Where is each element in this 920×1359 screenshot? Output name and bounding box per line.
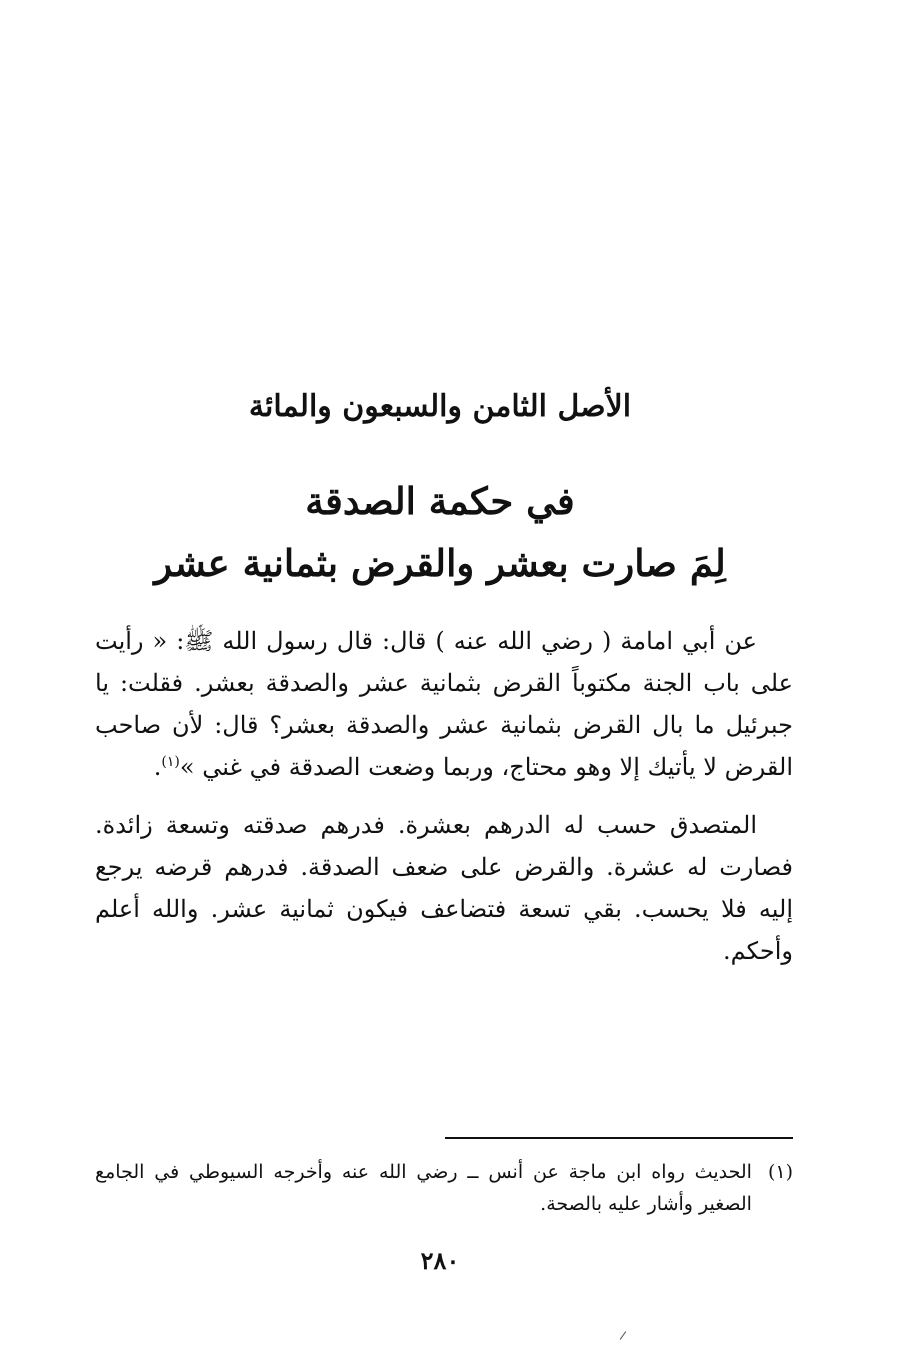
page-number: ٢٨٠ <box>420 1246 460 1275</box>
title-line-2: لِمَ صارت بعشر والقرض بثمانية عشر <box>154 541 726 585</box>
scan-mark <box>620 1331 627 1340</box>
title-line-1: في حكمة الصدقة <box>305 479 575 523</box>
hadith-end: . <box>153 753 162 781</box>
hadith-text: عن أبي امامة ( رضي الله عنه ) قال: قال رسول الله ﷺ: « رأيت على باب الجنة مكتوباً القرض بثمانية عشر والصدقة بعشر. فقلت: يا جبرئيل ما بال القرض بثمانية عشر والصدقة بعشر؟ قال: لأن صاحب القرض لا يأتيك إلا وهو محتاج، وربما وضعت الصدقة في غني » <box>95 627 793 781</box>
footnote-number: (١) <box>767 1161 793 1183</box>
footnote-divider <box>445 1137 793 1139</box>
hadith-paragraph <box>95 620 793 788</box>
footnote-text: الحديث رواه ابن ماجة عن أنس ــ رضي الله عنه وأخرجه السيوطي في الجامع الصغير وأشار عليه بالصحة. <box>95 1161 752 1215</box>
section-title <box>130 470 750 594</box>
footnote-reference: (١) <box>161 754 180 770</box>
body-text <box>95 620 793 972</box>
chapter-heading: الأصل الثامن والسبعون والمائة <box>248 389 632 424</box>
explanation-paragraph: المتصدق حسب له الدرهم بعشرة. فدرهم صدقته وتسعة زائدة. فصارت له عشرة. والقرض على ضعف الصدقة. فدرهم قرضه يرجع إليه فلا يحسب. بقي تسعة فتضاعف فيكون ثمانية عشر. والله أعلم وأحكم. <box>95 811 793 965</box>
footnote <box>95 1156 793 1220</box>
